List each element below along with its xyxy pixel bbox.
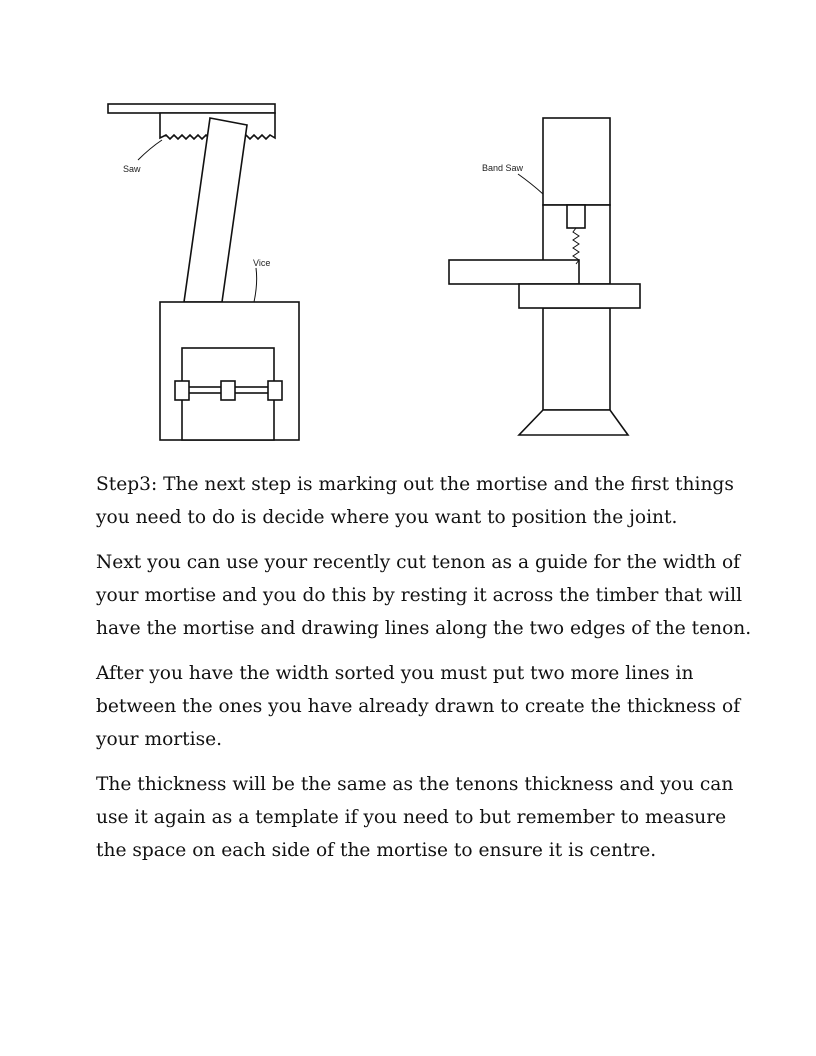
paragraph-lines: After you have the width sorted you must put two more lines in between the ones you have already drawn to create the thickness of your mortise.: [96, 663, 741, 750]
vice-screw-block: [221, 381, 235, 400]
saw-vice-diagram: [104, 98, 304, 444]
paragraph-step3: Step3: The next step is marking out the mortise and the first things you need to do is decide where you want to position the joint.: [96, 474, 734, 528]
band-saw-leader-line: [518, 174, 543, 194]
vice-leader-line: [254, 268, 257, 302]
saw-table: [519, 284, 640, 308]
saw-vice-drawing: [104, 98, 304, 444]
paragraph-width: Next you can use your recently cut tenon as a guide for the width of your mortise and you do this by resting it across the timber that will have the mortise and drawing lines along the two edges of the tenon.: [96, 552, 752, 639]
saw-leader-line: [138, 140, 162, 160]
band-saw-label: Band Saw: [482, 163, 524, 173]
band-saw-diagram: [446, 116, 646, 440]
timber-on-table: [449, 260, 579, 284]
paragraph-thickness: The thickness will be the same as the tenons thickness and you can use it again as a template if you need to but remember to measure the space on each side of the mortise to ensure it is centre.: [96, 774, 734, 861]
column-lower: [543, 308, 610, 410]
band-saw-drawing: [446, 116, 646, 440]
saw-base: [519, 410, 628, 435]
timber-piece: [184, 118, 247, 302]
upper-housing: [543, 118, 610, 205]
saw-label: Saw: [123, 164, 141, 174]
saw-back-rail: [108, 104, 275, 113]
blade-guard: [567, 205, 585, 228]
instruction-text: [96, 468, 756, 879]
vice-screw-block: [175, 381, 189, 400]
vice-screw-block: [268, 381, 282, 400]
vice-label: Vice: [253, 258, 271, 268]
